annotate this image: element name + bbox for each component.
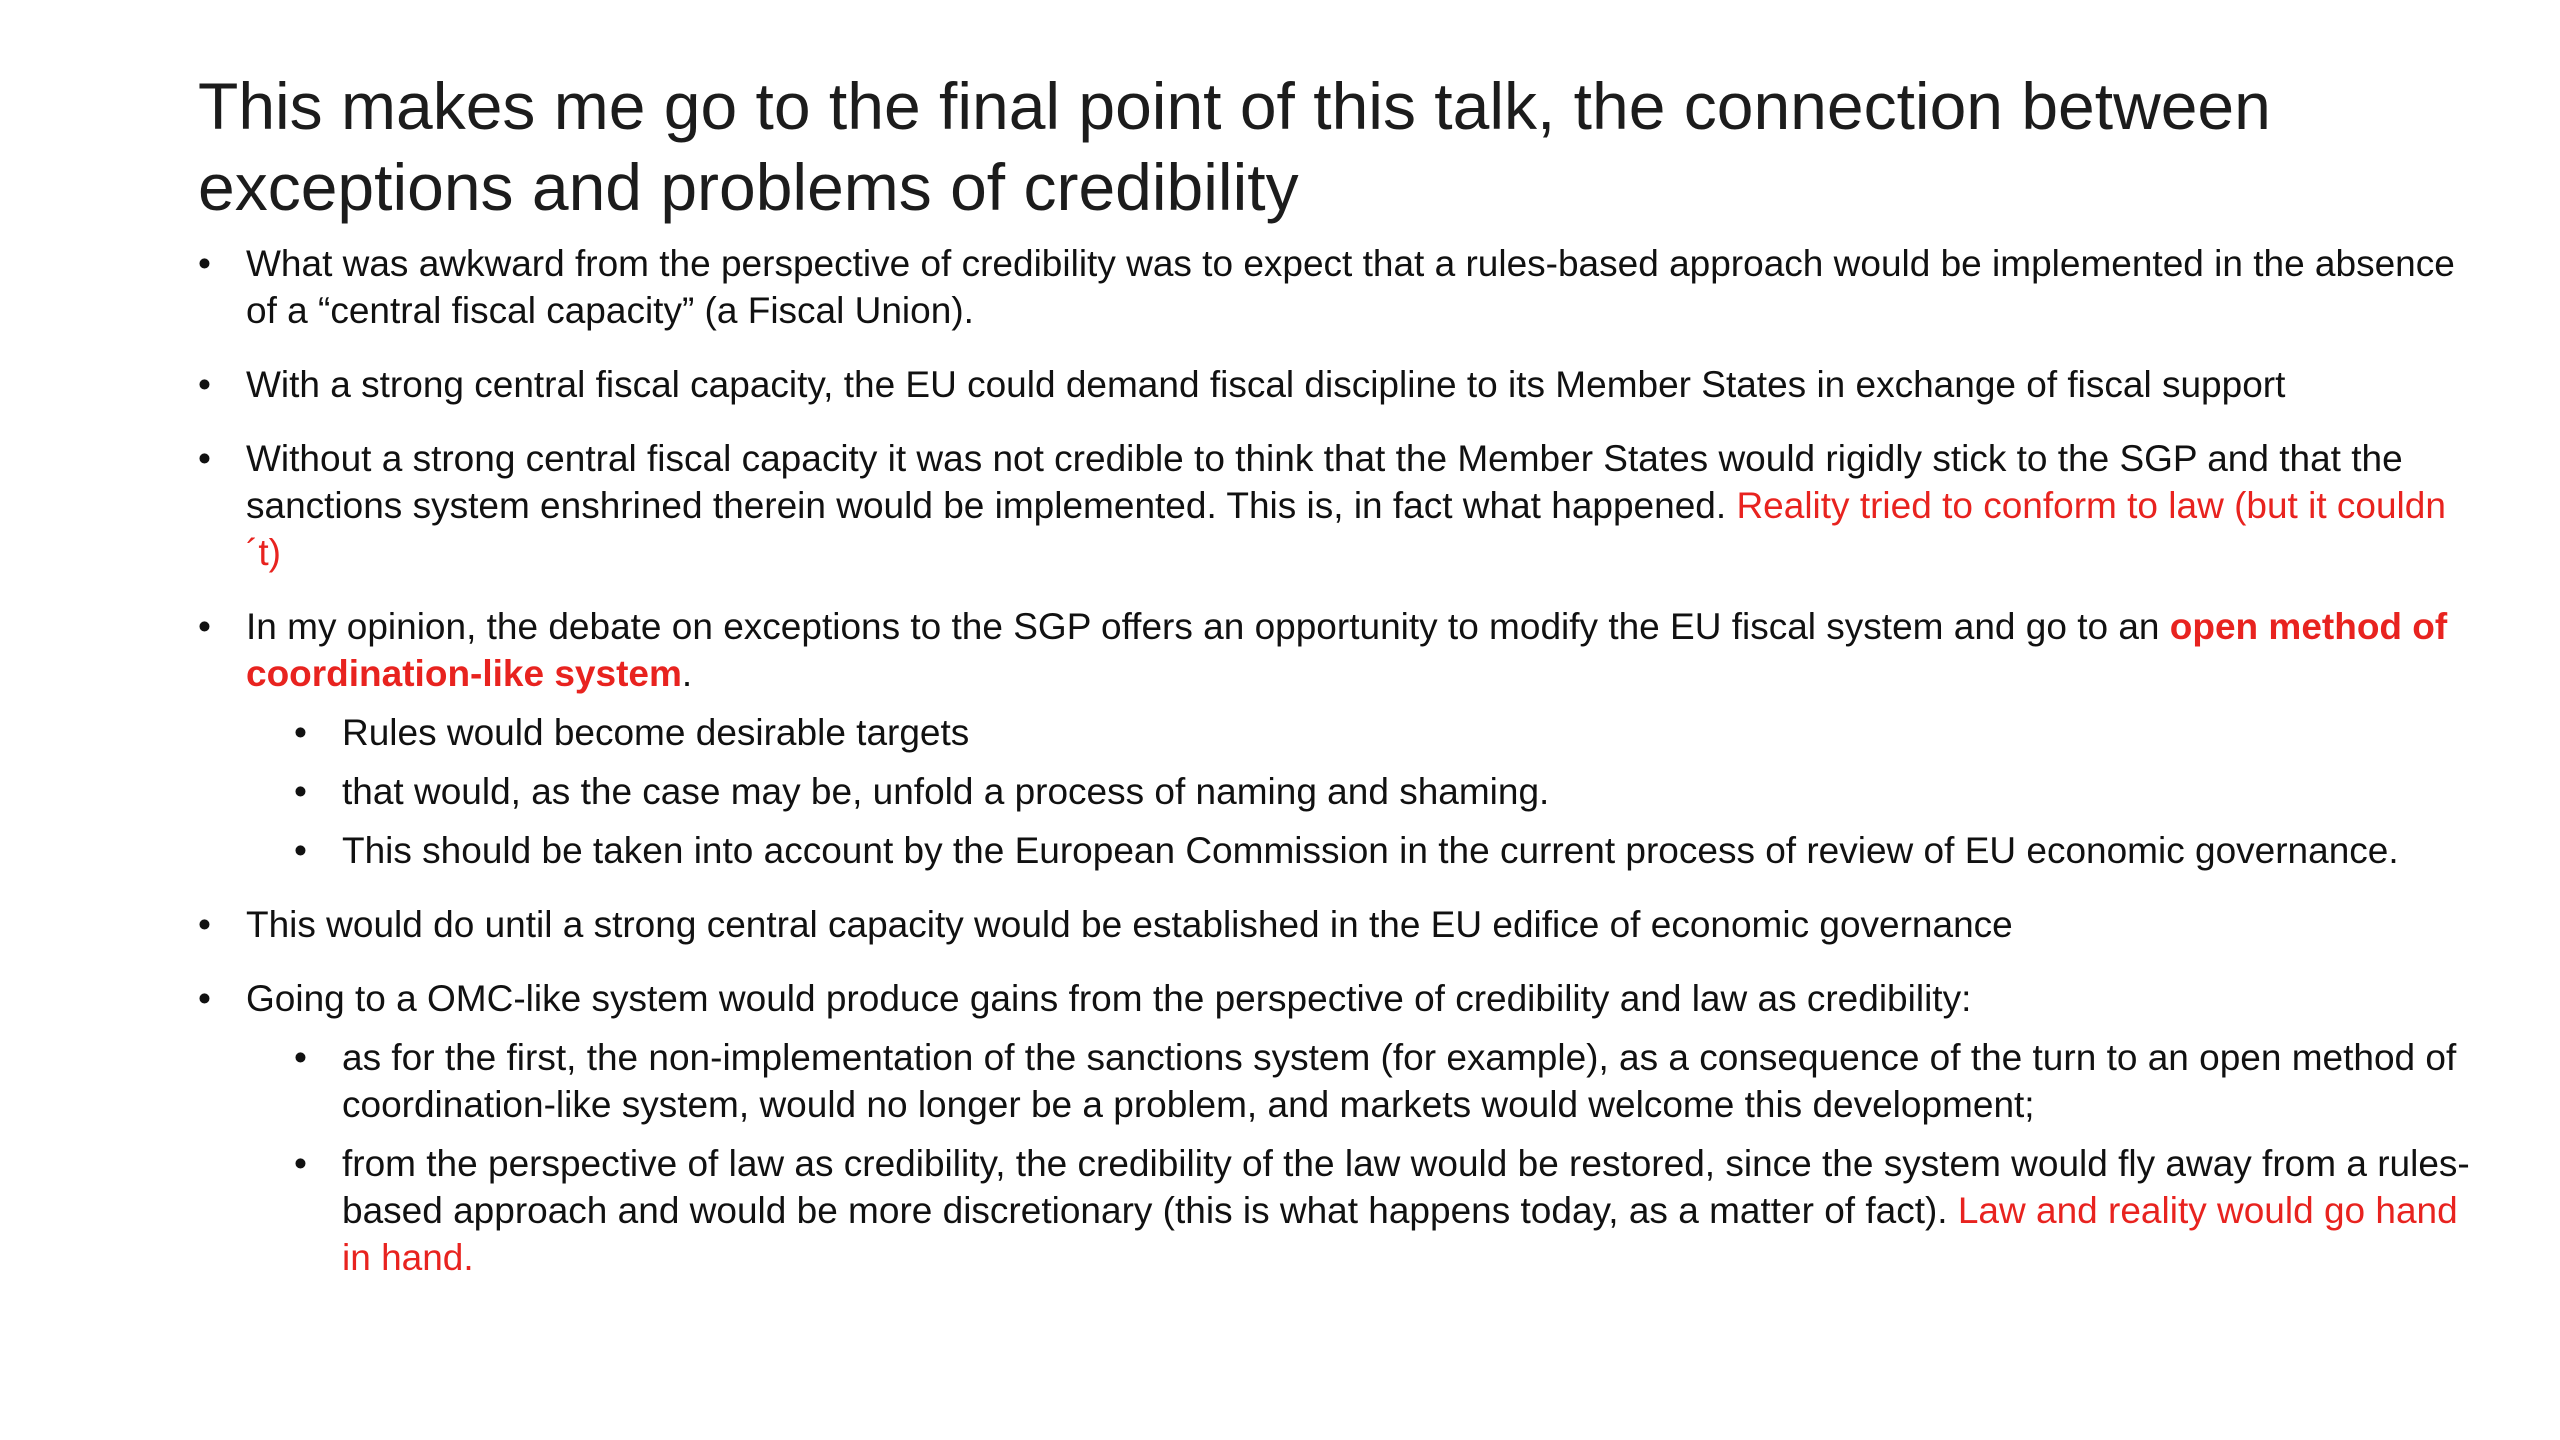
sub-bullet-text: as for the first, the non-implementation of the sanctions system (for example), as a consequence of the turn to an open method of coordination-like system, would no longer be a problem, and markets would welcome this development; xyxy=(342,1037,2457,1125)
sub-bullet-item xyxy=(294,1034,2478,1128)
bullet-text: Going to a OMC-like system would produce gains from the perspective of credibility and law as credibility: xyxy=(246,978,1972,1019)
sub-bullet-item xyxy=(294,1140,2478,1281)
bullet-item xyxy=(198,603,2478,874)
bullet-text: This would do until a strong central capacity would be established in the EU edifice of economic governance xyxy=(246,904,2013,945)
bullet-item xyxy=(198,901,2478,948)
sub-bullet-list xyxy=(246,709,2478,874)
slide-title: This makes me go to the final point of this talk, the connection between exceptions and problems of credibility xyxy=(198,69,2271,224)
bullet-highlight-text: Reality tried to conform to law (but it couldn´t) xyxy=(246,485,2446,573)
sub-bullet-highlight-text: Law and reality would go hand in hand. xyxy=(342,1190,2458,1278)
bullet-highlight-text: open method of coordination-like system xyxy=(246,606,2448,694)
sub-bullet-text: This should be taken into account by the European Commission in the current process of review of EU economic governance. xyxy=(342,830,2399,871)
bullet-item xyxy=(198,975,2478,1281)
sub-bullet-text: Rules would become desirable targets xyxy=(342,712,970,753)
bullet-text: What was awkward from the perspective of credibility was to expect that a rules-based approach would be implemented in the absence of a “central fiscal capacity” (a Fiscal Union). xyxy=(246,243,2455,331)
bullet-item xyxy=(198,435,2478,576)
sub-bullet-text: that would, as the case may be, unfold a process of naming and shaming. xyxy=(342,771,1550,812)
bullet-text: With a strong central fiscal capacity, the EU could demand fiscal discipline to its Member States in exchange of fiscal support xyxy=(246,364,2286,405)
bullet-tail-text: . xyxy=(681,653,693,694)
bullet-item xyxy=(198,361,2478,408)
bullet-text: In my opinion, the debate on exceptions to the SGP offers an opportunity to modify the EU fiscal system and go to an xyxy=(246,606,2170,647)
sub-bullet-item xyxy=(294,827,2478,874)
sub-bullet-item xyxy=(294,709,2478,756)
bullet-item xyxy=(198,240,2478,334)
sub-bullet-item xyxy=(294,768,2478,815)
sub-bullet-text: from the perspective of law as credibility, the credibility of the law would be restored, since the system would fly away from a rules-based approach and would be more discretionary (this is what happens today, as a matter of fact). xyxy=(342,1143,2470,1231)
slide-body xyxy=(198,240,2478,1308)
bullet-text: Without a strong central fiscal capacity it was not credible to think that the Member States would rigidly stick to the SGP and that the sanctions system enshrined therein would be implemented. This is, in fact what happened. xyxy=(246,438,2403,526)
sub-bullet-list xyxy=(246,1034,2478,1281)
